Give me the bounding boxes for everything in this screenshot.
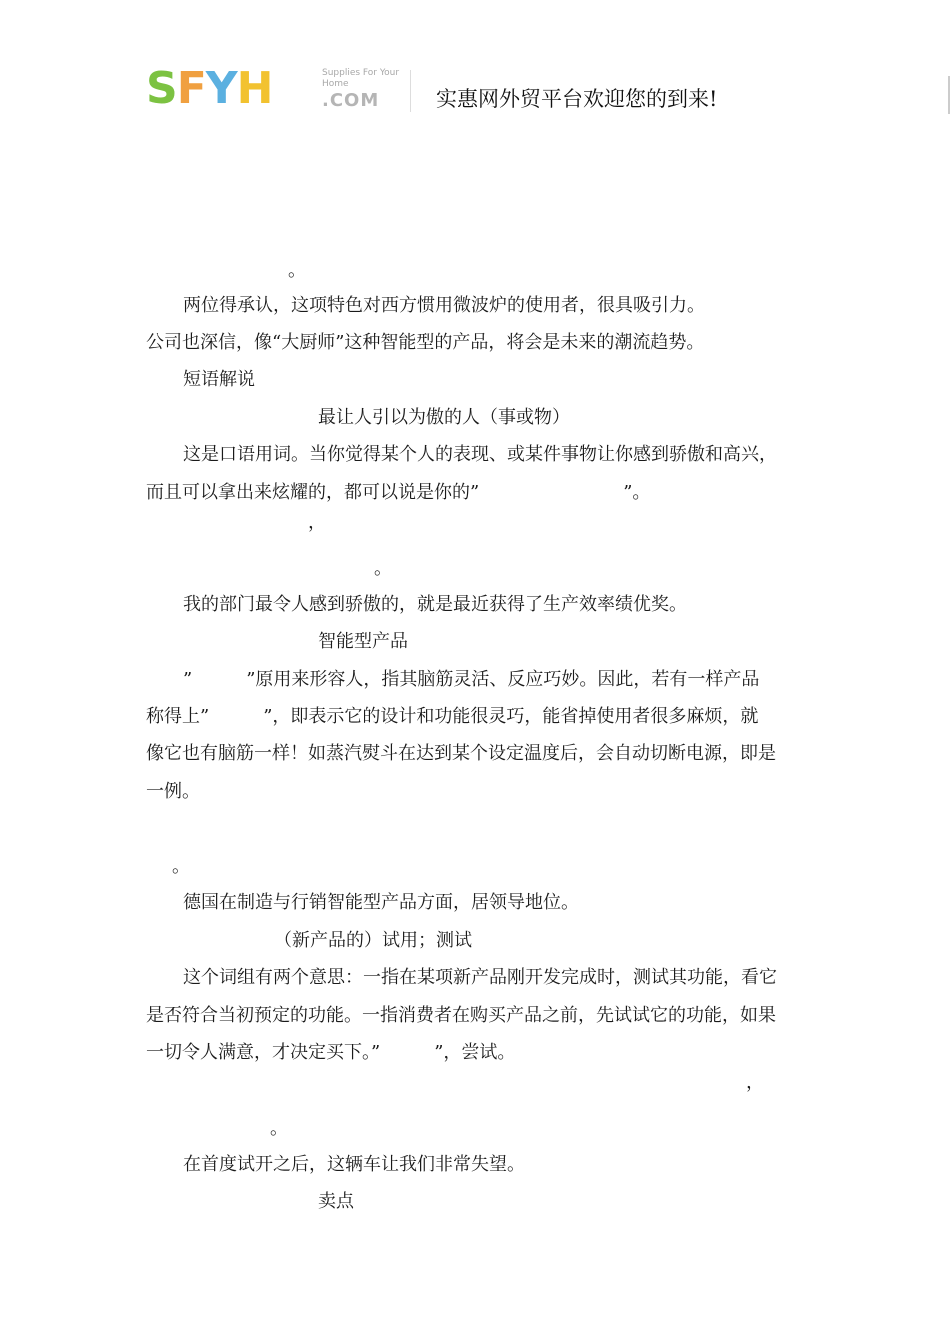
text-line: 在首度试开之后，这辆车让我们非常失望。 [183,1154,525,1175]
section-heading: 短语解说 [183,369,255,390]
text-line: 我的部门最令人感到骄傲的，就是最近获得了生产效率绩优奖。 [183,594,687,615]
text-line: 公司也深信，像“大厨师”这种智能型的产品，将会是未来的潮流趋势。 [146,332,705,353]
phrase-definition: 最让人引以为傲的人（事或物） [318,407,570,428]
page-header [146,63,786,114]
logo-tagline: Supplies For Your Home [322,68,400,89]
logo-letter-h: H [236,63,273,114]
welcome-text: 实惠网外贸平台欢迎您的到来! [436,87,718,111]
phrase-definition: （新产品的）试用；测试 [274,930,472,951]
text-line: 。 [288,260,306,281]
punctuation-mark: 。 [374,558,392,579]
punctuation-mark: 。 [172,856,190,877]
punctuation-mark: ， [308,512,326,533]
text-line: 这是口语用词。当你觉得某个人的表现、或某件事物让你感到骄傲和高兴， [183,444,777,465]
text-line: 是否符合当初预定的功能。一指消费者在购买产品之前，先试试它的功能，如果 [146,1005,776,1026]
logo-letter-s: S [146,63,177,114]
logo-letter-y: Y [205,63,237,114]
logo-letters [146,63,273,114]
phrase-definition: 卖点 [318,1191,354,1212]
text-line: 一例。 [146,781,200,802]
logo-domain: .COM [322,90,380,111]
logo-letter-f: F [176,63,206,114]
header-divider [410,70,411,112]
text-line: 德国在制造与行销智能型产品方面，居领导地位。 [183,892,579,913]
text-line: 像它也有脑筋一样！如蒸汽熨斗在达到某个设定温度后，会自动切断电源，即是 [146,743,776,764]
punctuation-mark: 。 [270,1118,288,1139]
text-line: 称得上” ”，即表示它的设计和功能很灵巧，能省掉使用者很多麻烦，就 [146,706,759,727]
text-line: 而且可以拿出来炫耀的，都可以说是你的” ”。 [146,482,651,503]
text-line: ” ”原用来形容人，指其脑筋灵活、反应巧妙。因此，若有一样产品 [183,669,760,690]
text-line: 一切令人满意，才决定买下。” ”，尝试。 [146,1042,516,1063]
sfyh-logo[interactable] [146,63,408,114]
text-line: 两位得承认，这项特色对西方惯用微波炉的使用者，很具吸引力。 [183,295,705,316]
punctuation-mark: ， [746,1072,764,1093]
text-line: 这个词组有两个意思：一指在某项新产品刚开发完成时，测试其功能，看它 [183,967,777,988]
phrase-definition: 智能型产品 [318,631,408,652]
